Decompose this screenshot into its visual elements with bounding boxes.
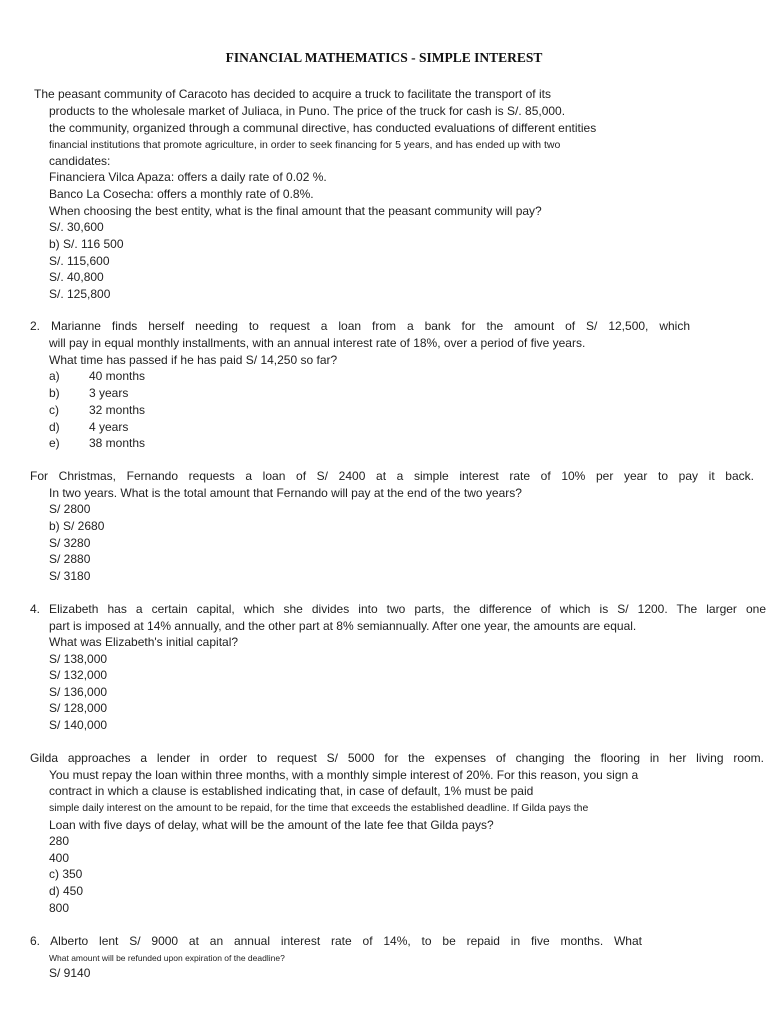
answer-option: b) S/. 116 500 (49, 237, 124, 251)
answer-option: S/ 136,000 (49, 685, 108, 699)
question-1-line: Financiera Vilca Apaza: offers a daily rate of 0.02 %. (49, 170, 327, 184)
question-1-line: candidates: (49, 154, 111, 168)
question-1-line: Banco La Cosecha: offers a monthly rate of 0.8%. (49, 187, 314, 201)
question-2-line: 2. Marianne finds herself needing to request a loan from a bank for the amount of S/ 12,500, which (30, 319, 690, 333)
question-3-line: For Christmas, Fernando requests a loan of S/ 2400 at a simple interest rate of 10% per year to pay it back. (30, 469, 754, 483)
answer-option-letter: e) (49, 436, 60, 450)
question-6-line: 6. Alberto lent S/ 9000 at an annual interest rate of 14%, to be repaid in five months. What (30, 934, 642, 948)
answer-option: c) 350 (49, 867, 83, 881)
answer-option: b) S/ 2680 (49, 519, 105, 533)
answer-option: S/ 128,000 (49, 701, 108, 715)
question-5-line: Gilda approaches a lender in order to request S/ 5000 for the expenses of changing the flooring in her living room. (30, 751, 764, 765)
answer-option: S/ 3180 (49, 569, 91, 583)
question-1-line: products to the wholesale market of Juliaca, in Puno. The price of the truck for cash is S/. 85,000. (49, 104, 566, 118)
answer-option: S/ 3280 (49, 536, 91, 550)
question-1-line: When choosing the best entity, what is the final amount that the peasant community will pay? (49, 204, 542, 218)
answer-option: S/ 2880 (49, 552, 91, 566)
question-2-line: will pay in equal monthly installments, with an annual interest rate of 18%, over a period of five years. (49, 336, 586, 350)
question-2-line: What time has passed if he has paid S/ 14,250 so far? (49, 353, 338, 367)
question-5-line: contract in which a clause is established indicating that, in case of default, 1% must be paid (49, 784, 534, 798)
answer-option: S/ 132,000 (49, 668, 108, 682)
answer-option: S/ 2800 (49, 502, 91, 516)
answer-option: 400 (49, 851, 70, 865)
answer-option: 280 (49, 834, 70, 848)
answer-option: S/. 30,600 (49, 220, 104, 234)
answer-option: S/ 138,000 (49, 652, 108, 666)
answer-option: S/. 115,600 (49, 254, 110, 268)
question-4-line: What was Elizabeth's initial capital? (49, 635, 239, 649)
answer-option: 3 years (89, 386, 129, 400)
question-1-line: the community, organized through a communal directive, has conducted evaluations of different entities (49, 121, 597, 135)
question-1-line: The peasant community of Caracoto has decided to acquire a truck to facilitate the transport of its (34, 87, 551, 101)
answer-option: S/. 125,800 (49, 287, 111, 301)
document-title: FINANCIAL MATHEMATICS - SIMPLE INTEREST (225, 50, 543, 65)
answer-option: d) 450 (49, 884, 84, 898)
question-6-line: What amount will be refunded upon expiration of the deadline? (49, 953, 285, 963)
question-4-line: 4. Elizabeth has a certain capital, which she divides into two parts, the difference of which is S/ 1200. The larger one (30, 602, 766, 616)
answer-option: S/ 140,000 (49, 718, 108, 732)
question-4-line: part is imposed at 14% annually, and the other part at 8% semiannually. After one year, the amounts are equal. (49, 619, 637, 633)
answer-option: 4 years (89, 420, 129, 434)
question-5-line: You must repay the loan within three months, with a monthly simple interest of 20%. For this reason, you sign a (49, 768, 639, 782)
answer-option: S/. 40,800 (49, 270, 104, 284)
question-3-line: In two years. What is the total amount that Fernando will pay at the end of the two years? (49, 486, 522, 500)
question-1-line: financial institutions that promote agriculture, in order to seek financing for 5 years, and has ended up with two (49, 139, 561, 151)
answer-option: 38 months (89, 436, 146, 450)
answer-option: S/ 9140 (49, 966, 91, 980)
question-5-line: simple daily interest on the amount to be repaid, for the time that exceeds the established deadline. If Gilda pays the (49, 802, 589, 814)
question-5-line: Loan with five days of delay, what will be the amount of the late fee that Gilda pays? (49, 818, 494, 832)
answer-option-letter: b) (49, 386, 60, 400)
answer-option: 800 (49, 901, 70, 915)
answer-option-letter: c) (49, 403, 59, 417)
answer-option-letter: d) (49, 420, 60, 434)
answer-option-letter: a) (49, 369, 60, 383)
answer-option: 40 months (89, 369, 146, 383)
answer-option: 32 months (89, 403, 146, 417)
